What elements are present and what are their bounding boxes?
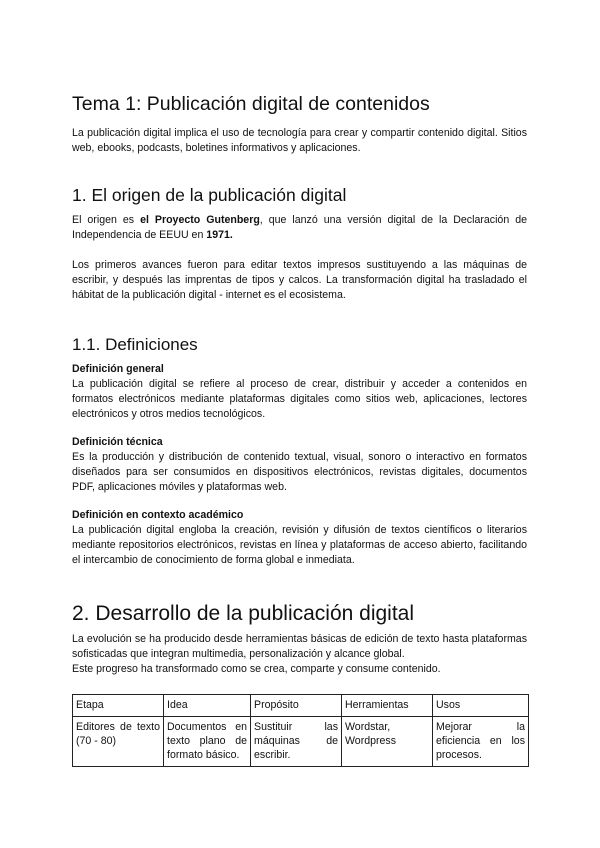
definition-text: La publicación digital se refiere al proceso de crear, distribuir y acceder a contenidos en formatos electrónicos mediante plataformas digitales como sitios web, aplicaciones, lectores electrónicos y otros medios tecnológicos.: [72, 378, 527, 420]
cell-proposito: Sustituir las máquinas de escribir.: [251, 717, 342, 767]
definition-general: [72, 362, 527, 422]
section-1-1-heading: 1.1. Definiciones: [72, 335, 198, 354]
progress-paragraph: Este progreso ha transformado como se crea, comparte y consume contenido.: [72, 663, 441, 675]
cell-usos: Mejorar la eficiencia en los procesos.: [433, 717, 529, 767]
section-1-body: [72, 213, 527, 303]
definition-text: Es la producción y distribución de contenido textual, visual, sonoro o interactivo en formatos diseñados para ser consumidos en dispositivos electrónicos, revistas digitales, documentos PDF, aplicaciones móviles y plataformas web.: [72, 451, 527, 493]
page-title: Tema 1: Publicación digital de contenidos: [72, 93, 430, 115]
stages-table: [72, 694, 529, 767]
cell-etapa: Editores de texto (70 - 80): [73, 717, 164, 767]
definition-technical: [72, 435, 527, 495]
gutenberg-emphasis: el Proyecto Gutenberg: [140, 214, 260, 226]
definitions-list: [72, 362, 527, 568]
header-herramientas: Herramientas: [342, 695, 433, 717]
year-emphasis: 1971.: [206, 229, 233, 241]
origin-text-mid: , que lanzó una versión digital de la Declaración de Independencia de EEUU en: [72, 214, 527, 241]
definition-label: Definición general: [72, 363, 164, 375]
table-row: [73, 717, 529, 767]
intro-block: [72, 126, 527, 156]
advances-paragraph: Los primeros avances fueron para editar textos impresos sustituyendo a las máquinas de escribir, y después las imprentas de tipos y calcos. La transformación digital ha trasladado el hábitat de la publicación digital - internet es el ecosistema.: [72, 259, 527, 301]
header-etapa: Etapa: [73, 695, 164, 717]
definition-label: Definición en contexto académico: [72, 509, 244, 521]
section-2-heading: 2. Desarrollo de la publicación digital: [72, 602, 415, 625]
origin-text-pre: El origen es: [72, 214, 141, 226]
cell-herramientas: Wordstar, Wordpress: [342, 717, 433, 767]
section-1-heading: 1. El origen de la publicación digital: [72, 185, 347, 205]
definition-academic: [72, 508, 527, 568]
definition-label: Definición técnica: [72, 436, 163, 448]
evolution-paragraph: La evolución se ha producido desde herramientas básicas de edición de texto hasta plataformas sofisticadas que integran multimedia, personalización y alcance global.: [72, 633, 527, 660]
cell-idea: Documentos en texto plano de formato básico.: [164, 717, 251, 767]
origin-paragraph: [72, 213, 527, 243]
intro-paragraph: La publicación digital implica el uso de tecnología para crear y compartir contenido digital. Sitios web, ebooks, podcasts, boletines informativos y aplicaciones.: [72, 127, 527, 154]
header-usos: Usos: [433, 695, 529, 717]
header-idea: Idea: [164, 695, 251, 717]
section-2-body: [72, 632, 527, 677]
table-header-row: [73, 695, 529, 717]
definition-text: La publicación digital engloba la creación, revisión y difusión de textos científicos o literarios mediante repositorios electrónicos, revistas en línea y plataformas de acceso abierto, facilitando el intercambio de conocimiento de forma global e inmediata.: [72, 524, 527, 566]
header-proposito: Propósito: [251, 695, 342, 717]
